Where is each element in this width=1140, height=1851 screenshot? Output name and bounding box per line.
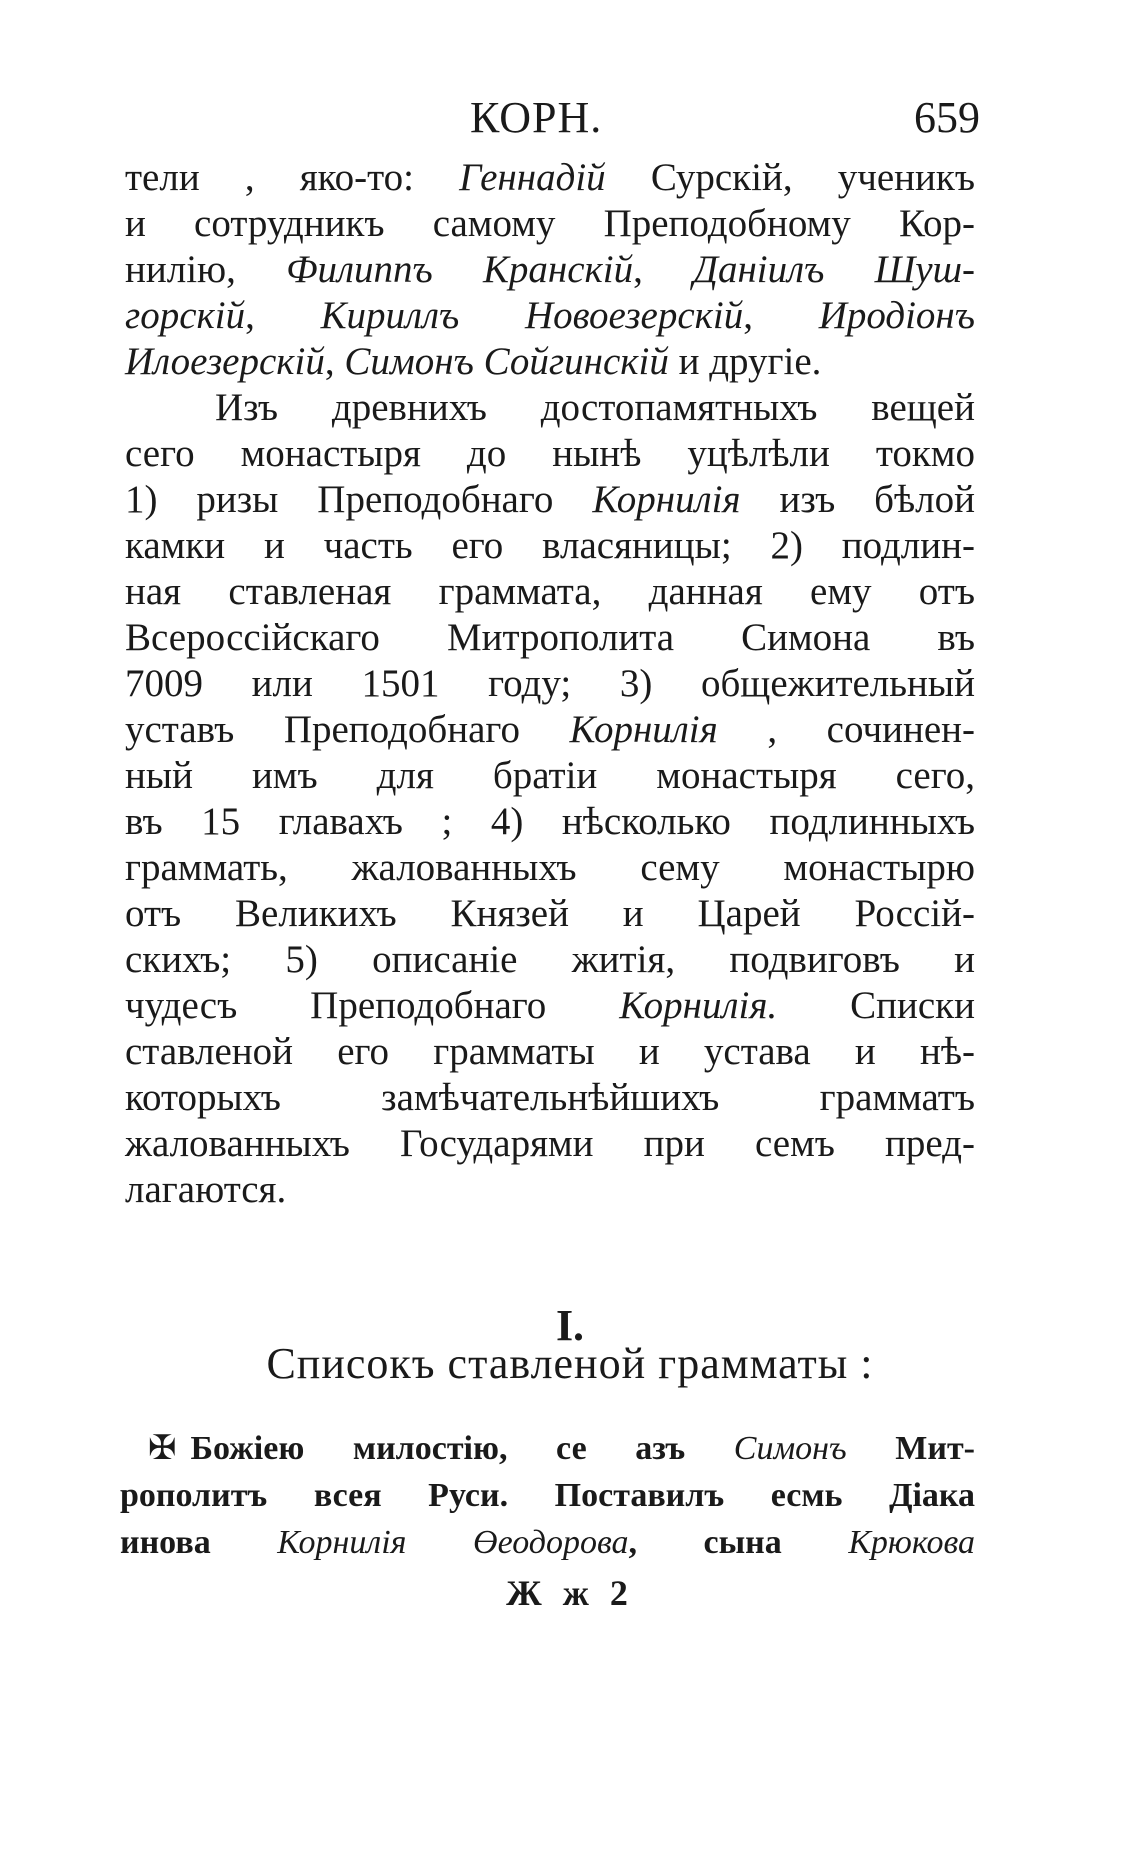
text-segment: уставъ Преподобнаго	[125, 708, 570, 751]
italic-name: Симонъ	[733, 1430, 847, 1467]
text-segment: ,	[743, 294, 819, 337]
text-segment: Изъ древнихъ достопамятныхъ вещей	[215, 386, 975, 429]
text-line	[125, 661, 975, 707]
text-line	[125, 1121, 975, 1167]
text-segment: изъ бѣлой	[740, 478, 975, 521]
text-line	[125, 339, 975, 385]
text-line	[125, 799, 975, 845]
text-segment: Списки	[777, 984, 976, 1027]
text-segment: рополитъ всея Руси. Поставилъ есмь Діака	[120, 1477, 975, 1514]
text-line	[125, 431, 975, 477]
text-segment: ,	[245, 294, 321, 337]
text-segment: ставленой его грамматы и устава и нѣ-	[125, 1030, 975, 1073]
text-segment: Всероссійскаго Митрополита Симона въ	[125, 616, 975, 659]
text-line	[125, 569, 975, 615]
italic-name: Корнилія	[592, 478, 741, 521]
text-line	[125, 753, 975, 799]
text-segment: отъ Великихъ Князей и Царей Россій-	[125, 892, 975, 935]
text-segment: скихъ; 5) описаніе житія, подвиговъ и	[125, 938, 975, 981]
section-number: I.	[555, 1301, 585, 1350]
text-line	[125, 293, 975, 339]
text-segment: ,	[324, 340, 345, 383]
text-segment: сего монастыря до нынѣ уцѣлѣли токмо	[125, 432, 975, 475]
text-line	[125, 707, 975, 753]
italic-name: Сойгинскій	[473, 340, 669, 383]
italic-name: Корнилія	[569, 708, 718, 751]
text-line	[120, 1475, 975, 1517]
cross-symbol: ✠	[148, 1430, 177, 1467]
italic-name: Крюкова	[848, 1524, 975, 1561]
text-segment: Мит-	[846, 1430, 975, 1467]
text-segment: инова	[120, 1524, 278, 1561]
section-title: Списокъ ставленой грамматы :	[266, 1339, 874, 1388]
italic-name: Геннадій	[459, 156, 606, 199]
text-segment: и сотрудникъ самому Преподобному Кор-	[125, 202, 975, 245]
text-line	[125, 937, 975, 983]
italic-name: Корнилія Өеодорова	[277, 1524, 629, 1561]
text-line	[120, 1522, 975, 1564]
text-line	[148, 1428, 975, 1470]
catchword: Ж ж 2	[506, 1573, 634, 1613]
italic-name: Иродіонъ	[818, 294, 976, 337]
page-header	[125, 92, 980, 152]
text-segment: лагаются.	[125, 1168, 287, 1211]
italic-name: горскій	[125, 294, 246, 337]
italic-name: Симонъ	[344, 340, 474, 383]
text-segment: Божіею милостію, се азъ	[190, 1430, 734, 1467]
running-head: КОРН.	[470, 93, 603, 142]
text-segment: Сурскій, ученикъ	[605, 156, 975, 199]
page-number: 659	[914, 93, 980, 142]
text-segment: граммать, жалованныхъ сему монастырю	[125, 846, 975, 889]
text-segment: и другіе.	[668, 340, 822, 383]
text-segment: ная ставленая граммата, данная ему отъ	[125, 570, 975, 613]
text-line	[125, 523, 975, 569]
text-line	[125, 891, 975, 937]
text-segment: ный имъ для братіи монастыря сего,	[125, 754, 975, 797]
text-segment: нилію,	[125, 248, 287, 291]
italic-name: Филиппъ Кранскій	[286, 248, 634, 291]
text-segment: 1) ризы Преподобнаго	[125, 478, 593, 521]
italic-name: Даніилъ Шуш-	[693, 248, 976, 291]
text-line	[215, 385, 975, 431]
italic-name: Корнилія.	[619, 984, 778, 1027]
text-line	[125, 615, 975, 661]
text-segment: 7009 или 1501 году; 3) общежительный	[125, 662, 975, 705]
text-segment: тели , яко-то:	[125, 156, 460, 199]
text-line	[125, 201, 975, 247]
text-line	[125, 1029, 975, 1075]
text-segment: которыхъ замѣчательнѣйшихъ грамматъ	[125, 1076, 975, 1119]
text-line	[125, 477, 975, 523]
text-line	[125, 247, 975, 293]
text-segment: жалованныхъ Государями при семъ пред-	[125, 1122, 975, 1165]
text-segment: , сочинен-	[717, 708, 975, 751]
italic-name: Кириллъ Новоезерскій	[320, 294, 744, 337]
text-line	[125, 1075, 975, 1121]
text-line	[125, 983, 975, 1029]
text-line	[125, 1167, 975, 1213]
text-segment: , сына	[628, 1524, 849, 1561]
text-segment: чудесъ Преподобнаго	[125, 984, 620, 1027]
text-line	[125, 845, 975, 891]
text-segment: въ 15 главахъ ; 4) нѣсколько подлинныхъ	[125, 800, 975, 843]
italic-name: Илоезерскій	[125, 340, 325, 383]
text-segment: ,	[633, 248, 694, 291]
text-segment: камки и часть его власяницы; 2) подлин-	[125, 524, 975, 567]
text-line	[125, 155, 975, 201]
